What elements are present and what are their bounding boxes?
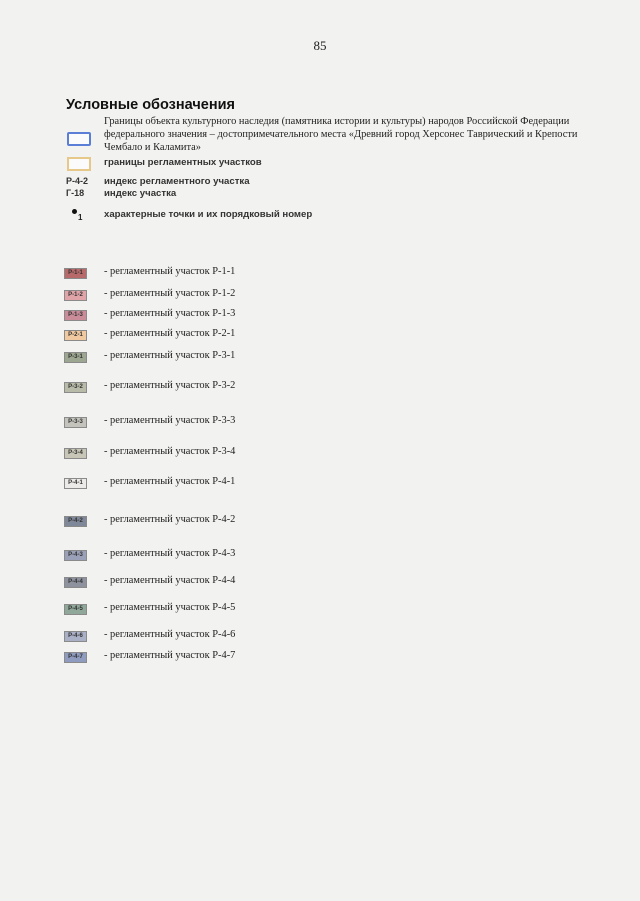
points-label: характерные точки и их порядковый номер [104,209,313,220]
zone-label: - регламентный участок Р-4-4 [104,575,236,586]
zone-swatch: Р-4-6 [64,631,87,642]
zone-swatch: Р-3-2 [64,382,87,393]
zone-label: - регламентный участок Р-2-1 [104,328,236,339]
zone-swatch: Р-3-1 [64,352,87,363]
zone-swatch: Р-4-2 [64,516,87,527]
zone-label: - регламентный участок Р-4-3 [104,548,236,559]
zone-swatch: Р-4-1 [64,478,87,489]
page-number: 85 [313,38,327,53]
zone-label: - регламентный участок Р-3-1 [104,350,236,361]
point-marker-icon [72,209,77,214]
plot-index-label: индекс участка [104,188,177,199]
zone-swatch: Р-2-1 [64,330,87,341]
zone-label: - регламентный участок Р-3-4 [104,446,236,457]
zone-swatch: Р-4-3 [64,550,87,561]
boundary-symbol [67,157,91,171]
zone-swatch: Р-4-5 [64,604,87,615]
zone-label: - регламентный участок Р-4-1 [104,476,236,487]
zone-label: - регламентный участок Р-4-6 [104,629,236,640]
zone-index-label: индекс регламентного участка [104,176,250,187]
zone-swatch: Р-3-4 [64,448,87,459]
zone-label: - регламентный участок Р-4-5 [104,602,236,613]
zone-label: - регламентный участок Р-1-1 [104,266,236,277]
zone-swatch: Р-1-2 [64,290,87,301]
heritage-description: Границы объекта культурного наследия (памятника истории и культуры) народов Российской Федерации федерального значения – достопримечательного места «Древний город Херсонес Таврический и Крепости Чембало и Каламита» [104,116,578,153]
zone-label: - регламентный участок Р-1-2 [104,288,236,299]
heritage-boundary-symbol [67,132,91,146]
zone-label: - регламентный участок Р-4-7 [104,650,236,661]
zone-swatch: Р-1-1 [64,268,87,279]
zone-swatch: Р-4-7 [64,652,87,663]
boundary-label: границы регламентных участков [104,157,262,168]
zone-label: - регламентный участок Р-1-3 [104,308,236,319]
zone-swatch: Р-4-4 [64,577,87,588]
zone-label: - регламентный участок Р-3-3 [104,415,236,426]
point-number: 1 [78,213,83,222]
zone-swatch: Р-3-3 [64,417,87,428]
zone-index-code: Р-4-2 [66,176,89,186]
zone-label: - регламентный участок Р-3-2 [104,380,236,391]
legend-title: Условные обозначения [66,97,235,113]
plot-index-code: Г-18 [66,188,85,198]
zone-label: - регламентный участок Р-4-2 [104,514,236,525]
zone-swatch: Р-1-3 [64,310,87,321]
